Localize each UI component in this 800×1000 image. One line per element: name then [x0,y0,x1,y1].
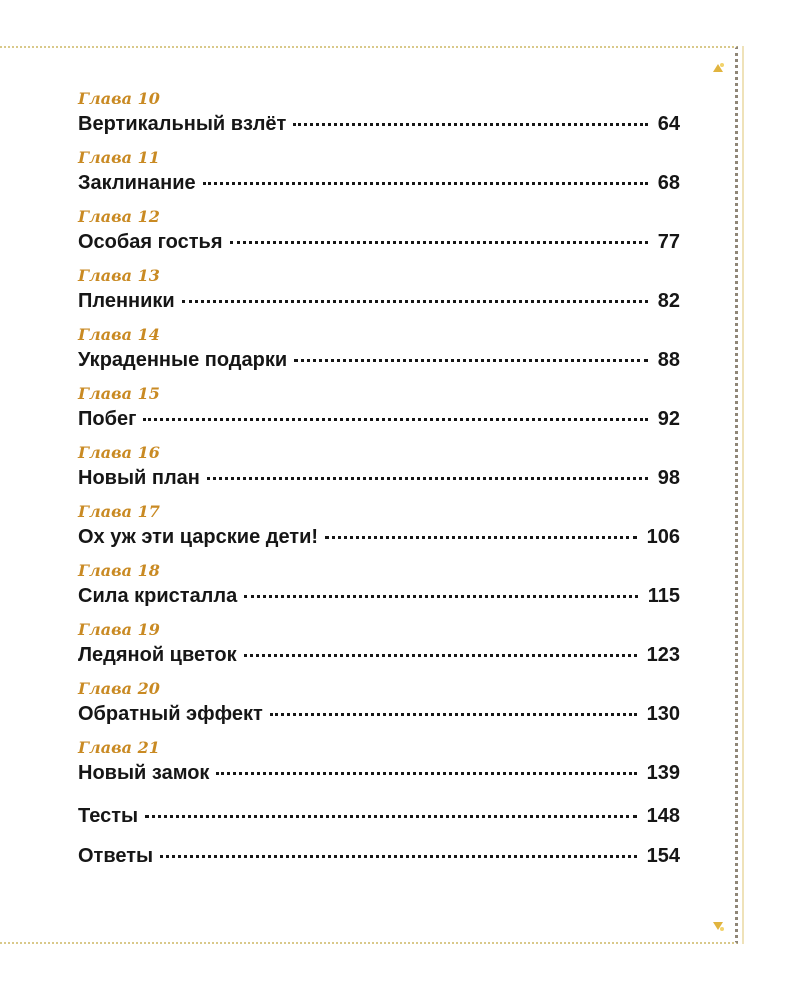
chapter-title: Ледяной цветок [78,644,237,666]
dot-leader [143,418,647,421]
dot-leader [216,772,636,775]
entry-line [78,404,680,434]
dot-leader [270,713,637,716]
page-number: 154 [646,845,680,867]
dot-leader [294,359,648,362]
chapter-title: Пленники [78,290,175,312]
toc-entry-chapter-20[interactable] [78,678,680,737]
chapter-title: Вертикальный взлёт [78,113,287,135]
page-number: 64 [657,113,680,135]
chapter-label: Глава 21 [78,738,160,757]
chapter-label: Глава 14 [78,325,160,344]
chapter-label: Глава 16 [78,443,160,462]
corner-ornament-icon [711,62,725,74]
corner-ornament-icon [711,920,725,932]
chapter-title: Особая гостья [78,231,223,253]
chapter-label: Глава 18 [78,561,160,580]
chapter-label: Глава 17 [78,502,160,521]
chapter-label: Глава 12 [78,207,160,226]
entry-line [78,227,680,257]
dot-leader [325,536,637,539]
chapter-title: Новый план [78,467,200,489]
dot-leader [244,595,638,598]
page-number: 139 [646,762,680,784]
page-number: 92 [657,408,680,430]
chapter-label: Глава 11 [78,148,160,167]
entry-line [78,640,680,670]
toc-entry-chapter-15[interactable] [78,383,680,442]
entry-title: Тесты [78,805,139,827]
page-number: 130 [646,703,680,725]
chapter-title: Украденные подарки [78,349,288,371]
entry-line [78,463,680,493]
entry-line [78,699,680,729]
dot-leader [230,241,648,244]
toc-entry-chapter-12[interactable] [78,206,680,265]
chapter-title: Обратный эффект [78,703,263,725]
entry-line [78,345,680,375]
toc-entry-chapter-11[interactable] [78,147,680,206]
chapter-title: Сила кристалла [78,585,238,607]
toc-entry-chapter-17[interactable] [78,501,680,560]
chapter-label: Глава 15 [78,384,160,403]
toc-entry-chapter-13[interactable] [78,265,680,324]
page-number: 123 [646,644,680,666]
dot-leader [244,654,637,657]
toc-entry-chapter-19[interactable] [78,619,680,678]
chapter-label: Глава 13 [78,266,160,285]
toc-entry-chapter-18[interactable] [78,560,680,619]
chapter-title: Новый замок [78,762,210,784]
toc-entry-chapter-21[interactable] [78,737,680,796]
toc-entry-chapter-10[interactable] [78,88,680,147]
toc-entry-answers[interactable] [78,836,680,876]
entry-line [78,168,680,198]
dot-leader [293,123,647,126]
page-number: 68 [657,172,680,194]
entry-line [78,758,680,788]
dot-leader [203,182,648,185]
table-of-contents [78,88,680,876]
toc-entry-chapter-16[interactable] [78,442,680,501]
entry-line [78,286,680,316]
dot-leader [207,477,648,480]
page-number: 98 [657,467,680,489]
entry-line [78,522,680,552]
dot-leader [145,815,637,818]
entry-line [78,109,680,139]
chapter-title: Ох уж эти царские дети! [78,526,319,548]
chapter-title: Заклинание [78,172,196,194]
entry-line [78,581,680,611]
chapter-label: Глава 20 [78,679,160,698]
dot-leader [182,300,648,303]
page-number: 77 [657,231,680,253]
page-number: 88 [657,349,680,371]
chapter-label: Глава 10 [78,89,160,108]
page-number: 82 [657,290,680,312]
page-number: 115 [647,585,680,607]
entry-title: Ответы [78,845,154,867]
toc-entry-tests[interactable] [78,796,680,836]
page-number: 106 [646,526,680,548]
page-number: 148 [646,805,680,827]
dot-leader [160,855,637,858]
chapter-title: Побег [78,408,137,430]
toc-entry-chapter-14[interactable] [78,324,680,383]
chapter-label: Глава 19 [78,620,160,639]
